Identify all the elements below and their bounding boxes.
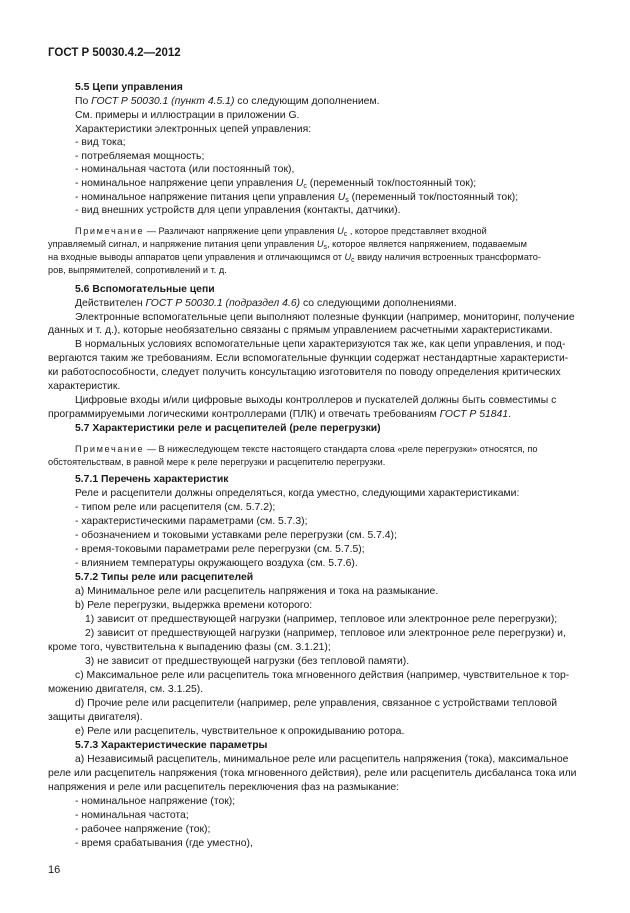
paragraph: См. примеры и иллюстрации в приложении G.	[75, 110, 300, 121]
paragraph: Цифровые входы и/или цифровые выходы контроллеров и пускателей должны быть совместимы с	[75, 395, 557, 406]
list-item: c) Максимальное реле или расцепитель тока мгновенного действия (например, чувствительное к тор-	[75, 670, 570, 681]
section-5-7-2-heading: 5.7.2 Типы реле или расцепителей	[75, 572, 254, 583]
paragraph-line: кроме того, чувствительна к выпадению фазы (см. 3.1.21);	[48, 642, 331, 653]
paragraph-line: реле или расцепитель напряжения (тока мгновенного действия), реле или расцепитель дисбаланса тока или	[48, 768, 577, 779]
paragraph: Реле и расцепители должны определяться, когда уместно, следующими характеристиками:	[75, 488, 520, 499]
list-item: e) Реле или расцепитель, чувствительное к опрокидыванию ротора.	[75, 726, 405, 737]
note: Примечание — В нижеследующем тексте настоящего стандарта слова «реле перегрузки» относятся, по	[75, 444, 538, 454]
list-item: - потребляемая мощность;	[75, 151, 205, 162]
standard-reference: ГОСТ Р 50030.1 (подраздел 4.6)	[145, 298, 301, 309]
standard-reference: ГОСТ Р 51841	[439, 409, 509, 420]
note: Примечание — Различают напряжение цепи управления $U_c$ , которое представляет входной	[75, 226, 487, 238]
list-item: - влиянием температуры окружающего воздуха (см. 5.7.6).	[75, 558, 358, 569]
note-line: на входные выводы аппаратов цепи управления и отличающимся от $U_c$ ввиду наличия встроенных трансформато-	[48, 252, 541, 264]
section-5-6-heading: 5.6 Вспомогательные цепи	[75, 284, 215, 295]
list-item: - номинальное напряжение цепи управления $U_c$ (переменный ток/постоянный ток);	[75, 178, 477, 190]
paragraph-line: данных и т. д.), которые необязательно связаны с прямым управлением расчетными характеристиками.	[48, 325, 553, 336]
list-item: 2) зависит от предшествующей нагрузки (например, тепловое или электронное реле перегрузки) и,	[85, 628, 566, 639]
list-item: - вид тока;	[75, 137, 126, 148]
list-item: - номинальное напряжение питания цепи управления $U_s$ (переменный ток/постоянный ток);	[75, 192, 519, 204]
document-header: ГОСТ Р 50030.4.2—2012	[48, 47, 181, 59]
section-5-7-1-heading: 5.7.1 Перечень характеристик	[75, 474, 229, 485]
list-item: - вид внешних устройств для цепи управления (контакты, датчики).	[75, 205, 401, 216]
paragraph: В нормальных условиях вспомогательные цепи характеризуются так же, как цепи управления, и под-	[75, 339, 566, 350]
list-item: - время-токовыми параметрами реле перегрузки (см. 5.7.5);	[75, 544, 365, 555]
paragraph-line: можению двигателя, см. 3.1.25).	[48, 684, 204, 695]
paragraph-line: ки работоспособности, следует получить консультацию изготовителя по поводу определения критических	[48, 367, 561, 378]
paragraph: По ГОСТ Р 50030.1 (пункт 4.5.1) со следующим дополнением.	[75, 96, 380, 107]
list-item: - рабочее напряжение (ток);	[75, 824, 211, 835]
list-item: - номинальное напряжение (ток);	[75, 796, 236, 807]
list-item: - характеристическими параметрами (см. 5.7.3);	[75, 516, 308, 527]
list-item: a) Независимый расцепитель, минимальное реле или расцепитель напряжения (тока), максимальное	[75, 754, 569, 765]
note-line: обстоятельствам, в равной мере к реле перегрузки и расцепителю перегрузки.	[48, 457, 386, 467]
standard-reference: ГОСТ Р 50030.1 (пункт 4.5.1)	[91, 96, 235, 107]
paragraph-line: вергаются таким же требованиям. Если вспомогательные функции содержат нестандартные характеристи-	[48, 353, 569, 364]
paragraph-line: характеристик.	[48, 381, 121, 392]
list-item: - обозначением и токовыми уставками реле перегрузки (см. 5.7.4);	[75, 530, 397, 541]
note-line: ров, выпрямителей, сопротивлений и т. д.	[48, 265, 227, 275]
section-5-7-heading: 5.7 Характеристики реле и расцепителей (реле перегрузки)	[75, 423, 381, 434]
note-line: управляемый сигнал, и напряжение питания цепи управления $U_s$, которое является напряжением, подаваемым	[48, 239, 527, 251]
paragraph: Электронные вспомогательные цепи выполняют полезные функции (например, мониторинг, получение	[75, 312, 575, 323]
list-item: d) Прочие реле или расцепители (например, реле управления, связанное с устройствами тепловой	[75, 698, 558, 709]
paragraph: Характеристики электронных цепей управления:	[75, 124, 312, 135]
paragraph-line: защиты двигателя).	[48, 712, 143, 723]
list-item: - типом реле или расцепителя (см. 5.7.2);	[75, 502, 276, 513]
paragraph: Действителен ГОСТ Р 50030.1 (подраздел 4.6) со следующими дополнениями.	[75, 298, 457, 309]
list-item: 3) не зависит от предшествующей нагрузки (без тепловой памяти).	[85, 656, 410, 667]
section-5-7-3-heading: 5.7.3 Характеристические параметры	[75, 740, 268, 751]
list-item: - номинальная частота;	[75, 810, 189, 821]
list-item: 1) зависит от предшествующей нагрузки (например, тепловое или электронное реле перегрузки);	[85, 614, 558, 625]
list-item: - номинальная частота (или постоянный ток),	[75, 164, 295, 175]
paragraph-line: напряжения и реле или расцепитель переключения фаз на размыкание:	[48, 782, 399, 793]
page-number: 16	[48, 864, 61, 876]
paragraph-line: программируемыми логическими контроллерами (ПЛК) и отвечать требованиям ГОСТ Р 51841.	[48, 409, 511, 420]
list-item: b) Реле перегрузки, выдержка времени которого:	[75, 600, 313, 611]
section-5-5-heading: 5.5 Цепи управления	[75, 82, 183, 93]
list-item: a) Минимальное реле или расцепитель напряжения и тока на размыкание.	[75, 586, 439, 597]
list-item: - время срабатывания (где уместно),	[75, 838, 253, 849]
